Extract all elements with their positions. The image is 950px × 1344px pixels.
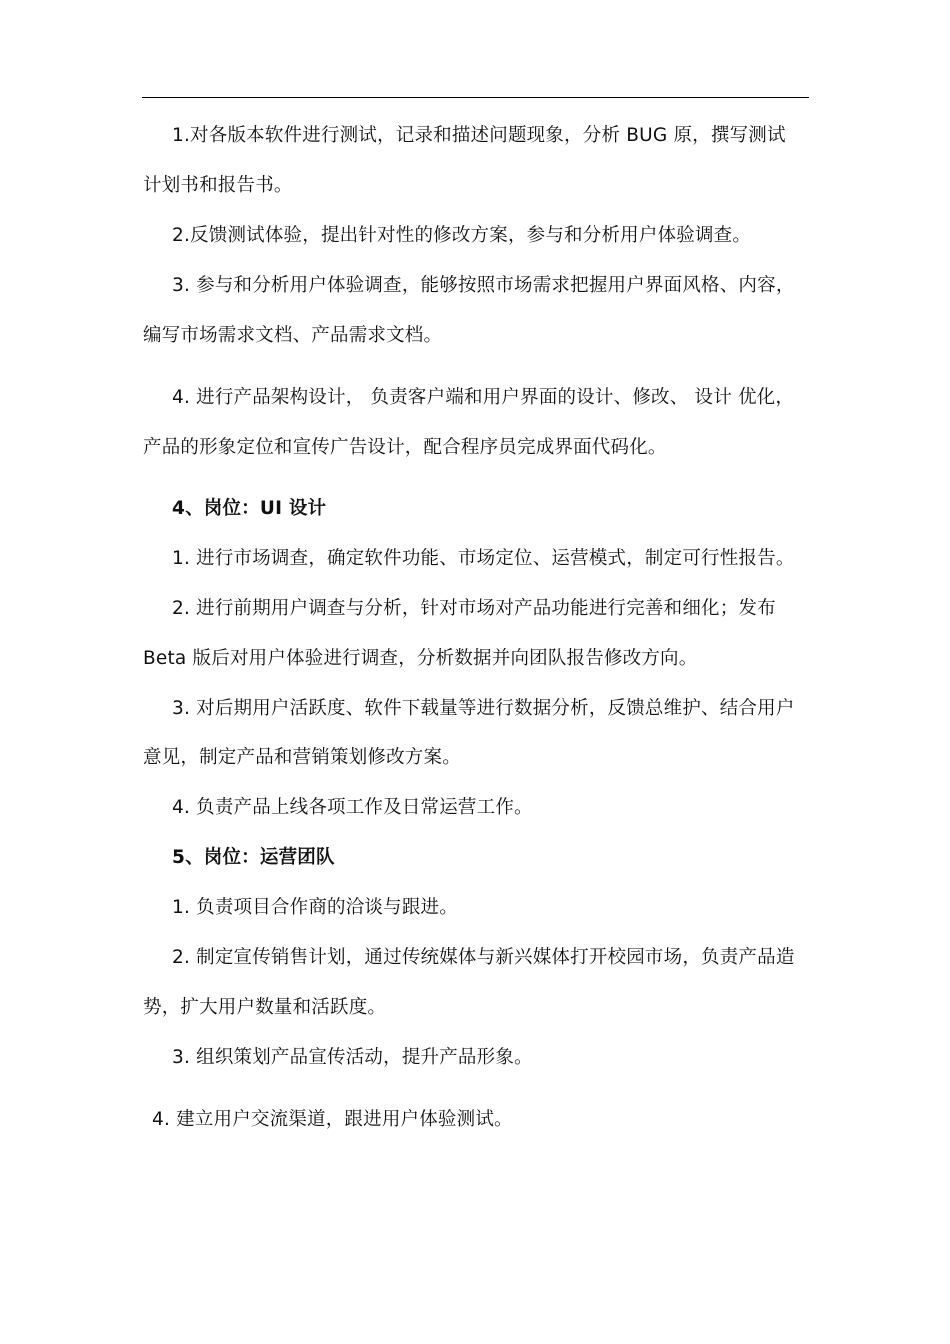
paragraph-line: 4. 进行产品架构设计， 负责客户端和用户界面的设计、修改、 设计 优化， [172,387,795,408]
paragraph-line: Beta 版后对用户体验进行调查，分析数据并向团队报告修改方向。 [143,648,698,669]
paragraph-line: 3. 组织策划产品宣传活动，提升产品形象。 [172,1047,533,1068]
section-heading: 5、岗位：运营团队 [172,847,335,868]
paragraph-line: 2.反馈测试体验，提出针对性的修改方案，参与和分析用户体验调查。 [172,225,752,246]
paragraph-line: 1. 负责项目合作商的洽谈与跟进。 [172,897,458,918]
paragraph-line: 计划书和报告书。 [143,175,293,196]
paragraph-line: 1. 进行市场调查，确定软件功能、市场定位、运营模式，制定可行性报告。 [172,548,795,569]
paragraph-line: 4. 负责产品上线各项工作及日常运营工作。 [172,797,533,818]
paragraph-line: 2. 制定宣传销售计划，通过传统媒体与新兴媒体打开校园市场，负责产品造 [172,947,795,968]
paragraph-line: 编写市场需求文档、产品需求文档。 [143,325,443,346]
paragraph-line: 意见，制定产品和营销策划修改方案。 [143,747,461,768]
section-heading: 4、岗位：UI 设计 [172,498,327,519]
paragraph-line: 势，扩大用户数量和活跃度。 [143,997,387,1018]
paragraph-line: 3. 对后期用户活跃度、软件下载量等进行数据分析，反馈总维护、结合用户 [172,698,795,719]
paragraph-line: 3. 参与和分析用户体验调查，能够按照市场需求把握用户界面风格、内容， [172,275,795,296]
paragraph-line: 2. 进行前期用户调查与分析，针对市场对产品功能进行完善和细化；发布 [172,598,776,619]
paragraph-line: 1.对各版本软件进行测试，记录和描述问题现象，分析 BUG 原，撰写测试 [172,125,786,146]
header-rule [142,97,809,98]
paragraph-line: 产品的形象定位和宣传广告设计，配合程序员完成界面代码化。 [143,437,667,458]
paragraph-line: 4. 建立用户交流渠道，跟进用户体验测试。 [152,1109,513,1130]
